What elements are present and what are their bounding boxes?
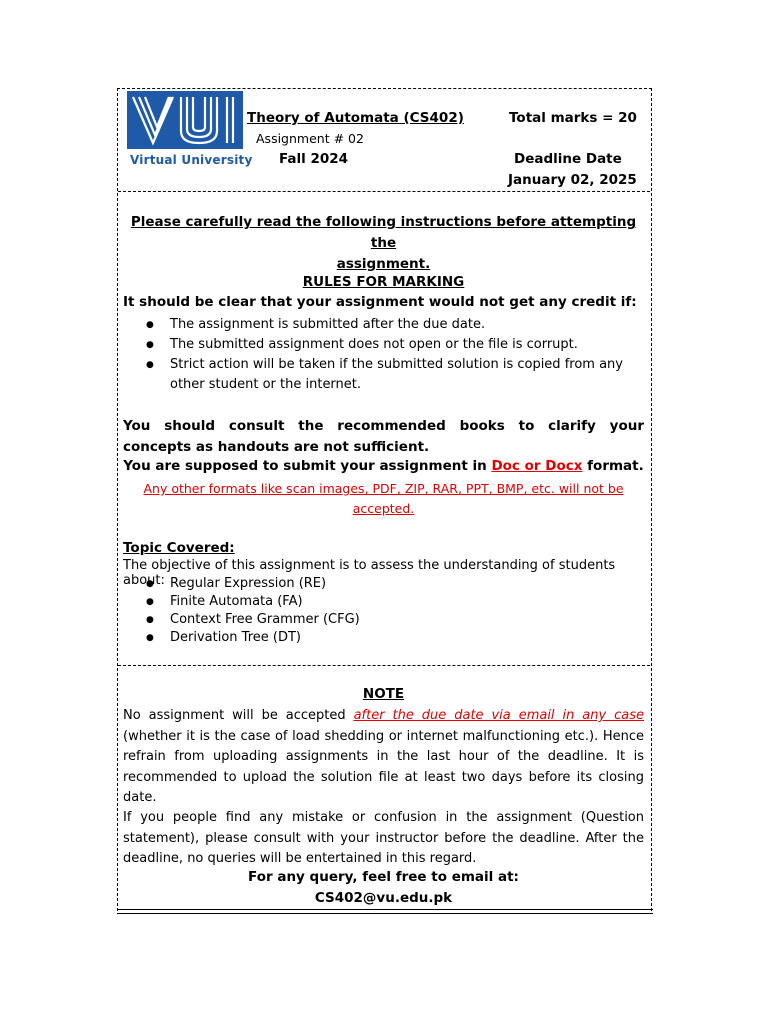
topics-intro: The objective of this assignment is to assess the understanding of students about: bbox=[123, 558, 616, 588]
instructions-heading-line2: assignment. bbox=[336, 256, 431, 272]
note-p1-suffix: (whether it is the case of load shedding or internet malfunctioning etc.). Hence refrain from uploading assignments in the last hour of the deadline. It is recommended to upload the solution file at least two days before its closing date. bbox=[123, 728, 644, 805]
consult-text: You should consult the recommended books to clarify your concepts as handouts are not sufficient. bbox=[123, 418, 644, 455]
document-bottom-border bbox=[117, 909, 653, 914]
topic-item: ● Context Free Grammer (CFG) bbox=[146, 611, 644, 629]
section-divider bbox=[118, 665, 650, 666]
rules-list bbox=[146, 315, 644, 395]
rule-item: ● The assignment is submitted after the due date. bbox=[146, 315, 644, 335]
note-title: NOTE bbox=[362, 686, 405, 702]
format-highlight: Doc or Docx bbox=[491, 458, 583, 474]
instructions-heading bbox=[123, 212, 644, 275]
other-formats-line2: accepted. bbox=[352, 501, 415, 516]
note-p1-prefix: No assignment will be accepted bbox=[123, 708, 354, 723]
format-suffix: format. bbox=[582, 458, 644, 474]
contact-email[interactable]: CS402@vu.edu.pk bbox=[314, 890, 453, 906]
other-formats-line1: Any other formats like scan images, PDF, ZIP, RAR, PPT, BMP, etc. will not be bbox=[143, 481, 624, 496]
vu-logo bbox=[127, 91, 253, 170]
rule-item: ● Strict action will be taken if the submitted solution is copied from any other student or the internet. bbox=[146, 355, 644, 395]
rules-title: RULES FOR MARKING bbox=[302, 274, 465, 290]
format-line bbox=[123, 458, 644, 474]
logo-caption: Virtual University bbox=[130, 153, 253, 167]
deadline-date: January 02, 2025 bbox=[508, 172, 637, 188]
topics-title: Topic Covered: bbox=[123, 540, 235, 556]
assignment-number: Assignment # 02 bbox=[256, 131, 364, 146]
topics-list bbox=[146, 575, 644, 647]
note-p1-highlight: after the due date via email in any case bbox=[353, 708, 645, 723]
course-title: Theory of Automata (CS402) bbox=[247, 110, 464, 126]
rule-item: ● The submitted assignment does not open or the file is corrupt. bbox=[146, 335, 644, 355]
topic-item: ● Derivation Tree (DT) bbox=[146, 629, 644, 647]
vu-logo-letters-icon bbox=[127, 91, 243, 149]
instructions-heading-line1: Please carefully read the following instructions before attempting the bbox=[130, 214, 637, 251]
topic-item: ● Finite Automata (FA) bbox=[146, 593, 644, 611]
other-formats-warning bbox=[123, 479, 644, 519]
semester: Fall 2024 bbox=[279, 151, 349, 167]
topic-item: ● Regular Expression (RE) bbox=[146, 575, 644, 593]
deadline-label: Deadline Date bbox=[514, 151, 622, 167]
credit-intro: It should be clear that your assignment would not get any credit if: bbox=[123, 294, 637, 310]
header-divider bbox=[118, 191, 650, 192]
note-paragraph-2: If you people find any mistake or confusion in the assignment (Question statement), please consult with your instructor before the deadline. After the deadline, no queries will be entertained in this regard. bbox=[123, 810, 644, 866]
vu-logo-mark bbox=[127, 91, 243, 149]
note-paragraph-1 bbox=[123, 706, 644, 809]
format-prefix: You are supposed to submit your assignment in bbox=[123, 458, 492, 474]
total-marks: Total marks = 20 bbox=[509, 110, 637, 126]
query-line: For any query, feel free to email at: bbox=[248, 869, 519, 885]
